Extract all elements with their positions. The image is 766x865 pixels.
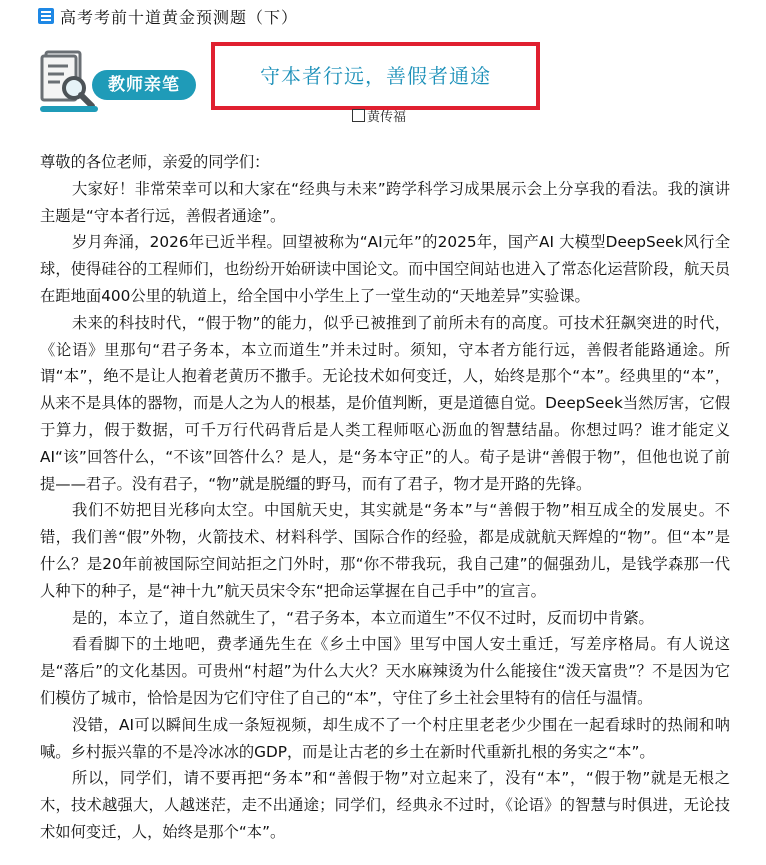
author-name: 黄传福 xyxy=(367,109,407,125)
paragraph-1: 大家好！非常荣幸可以和大家在“经典与未来”跨学科学习成果展示会上分享我的看法。我的演讲主题是“守本者行远，善假者通途”。 xyxy=(40,179,730,225)
author-line xyxy=(352,107,406,123)
salutation: 尊敬的各位老师，亲爱的同学们： xyxy=(40,153,270,171)
paragraph-4: 我们不妨把目光移向太空。中国航天史，其实就是“务本”与“善假于物”相互成全的发展史。不错，我们善“假”外物，火箭技术、材料科学、国际合作的经验，都是成就航天辉煌的“物”。但“本”是什么？是20年前被国际空间站拒之门外时，那“你不带我玩，我自己建”的倔强劲儿，是钱学森那一代人种下的种子，是“神十九”航天员宋令东“把命运掌握在自己手中”的宣言。 xyxy=(40,501,730,600)
checkbox-icon xyxy=(352,109,365,122)
book-icon xyxy=(38,8,54,24)
article-body xyxy=(40,149,730,846)
paragraph-7: 没错，AI可以瞬间生成一条短视频，却生成不了一个村庄里老老少少围在一起看球时的热闹和呐喊。乡村振兴靠的不是冷冰冰的GDP，而是让古老的乡土在新时代重新扎根的务实之“本”。 xyxy=(40,715,730,761)
teacher-badge: 教师亲笔 xyxy=(92,70,196,100)
article-title: 守本者行远，善假者通途 xyxy=(260,64,491,88)
header-bar xyxy=(38,4,298,28)
paragraph-2: 岁月奔涌，2026年已近半程。回望被称为“AI元年”的2025年，国产AI 大模型DeepSeek风行全球，使得硅谷的工程师们，也纷纷开始研读中国论文。而中国空间站也进入了常态化运营阶段，航天员在距地面400公里的轨道上，给全国中小学生上了一堂生动的“天地差异”实验课。 xyxy=(40,233,730,305)
header-title: 高考考前十道黄金预测题（下） xyxy=(60,7,299,27)
paragraph-5: 是的，本立了，道自然就生了，“君子务本，本立而道生”不仅不过时，反而切中肯綮。 xyxy=(72,608,654,627)
paragraph-8: 所以，同学们，请不要再把“务本”和“善假于物”对立起来了，没有“本”，“假于物”就是无根之木，技术越强大，人越迷茫，走不出通途；同学们，经典永不过时，《论语》的智慧与时俱进，无论技术如何变迁，人，始终是那个“本”。 xyxy=(40,769,730,841)
paragraph-3: 未来的科技时代，“假于物”的能力，似乎已被推到了前所未有的高度。可技术狂飙突进的时代，《论语》里那句“君子务本，本立而道生”并未过时。须知，守本者方能行远，善假者能路通途。所谓“本”，绝不是让人抱着老黄历不撒手。无论技术如何变迁，人，始终是那个“本”。经典里的“本”，从来不是具体的器物，而是人之为人的根基，是价值判断，更是道德自觉。DeepSeek当然厉害，它假于算力，假于数据，可千万行代码背后是人类工程师呕心沥血的智慧结晶。你想过吗？谁才能定义AI“该”回答什么，“不该”回答什么？是人，是“务本守正”的人。荀子是讲“善假于物”，但他也说了前提——君子。没有君子，“物”就是脱缰的野马，而有了君子，物才是开路的先锋。 xyxy=(40,313,730,493)
document-search-icon xyxy=(40,48,100,114)
paragraph-6: 看看脚下的土地吧，费孝通先生在《乡土中国》里写中国人安土重迁，写差序格局。有人说这是“落后”的文化基因。可贵州“村超”为什么大火？天水麻辣烫为什么能接住“泼天富贵”？不是因为它们模仿了城市，恰恰是因为它们守住了自己的“本”，守住了乡土社会里特有的信任与温情。 xyxy=(40,635,730,707)
